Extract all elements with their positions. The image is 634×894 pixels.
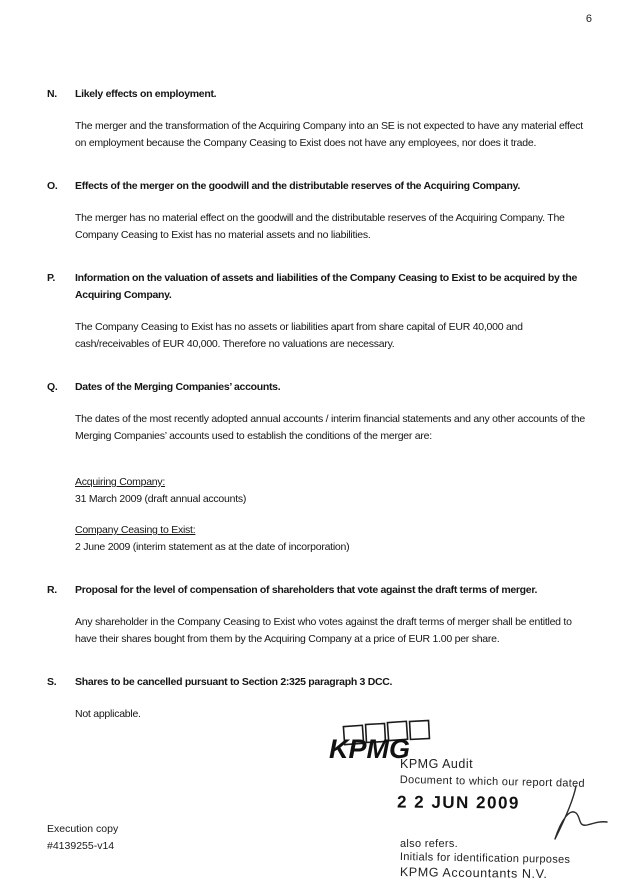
- section-s: [47, 674, 592, 723]
- section-title: Information on the valuation of assets and liabilities of the Company Ceasing to Exist to be acquired by the Acquiring Company.: [75, 272, 578, 301]
- paragraph: The dates of the most recently adopted annual accounts / interim financial statements and any other accounts of the Merging Companies’ accounts used to establish the conditions of the merger are:: [75, 413, 585, 442]
- footer: [47, 821, 118, 855]
- paragraph: The Company Ceasing to Exist has no assets or liabilities apart from share capital of EUR 40,000 and cash/receivables of EUR 40,000. Therefore no valuations are necessary.: [75, 321, 523, 350]
- subitem-text: 2 June 2009 (interim statement as at the date of incorporation): [75, 541, 350, 553]
- section-heading: [47, 86, 592, 103]
- section-heading: [47, 582, 592, 599]
- section-title: Shares to be cancelled pursuant to Section 2:325 paragraph 3 DCC.: [75, 676, 393, 688]
- stamp-date: 2 2 JUN 2009: [396, 792, 520, 813]
- section-body: [75, 614, 592, 648]
- accounts-item-acquiring-company: [75, 474, 592, 508]
- footer-document-ref: #4139255-v14: [47, 840, 115, 852]
- paragraph: The merger and the transformation of the Acquiring Company into an SE is not expected to have any material effect on employment because the Company Ceasing to Exist does not have any employees, nor does it trade.: [75, 120, 583, 149]
- subitem-text: 31 March 2009 (draft annual accounts): [75, 493, 247, 505]
- section-body: [75, 319, 592, 353]
- footer-copy-label: Execution copy: [47, 823, 119, 835]
- section-label: N.: [47, 88, 57, 100]
- accounts-item-company-ceasing: [75, 522, 592, 556]
- stamp-firm-line: KPMG Accountants N.V.: [399, 865, 548, 882]
- section-body: [75, 411, 592, 445]
- subitem-title: Company Ceasing to Exist:: [75, 524, 196, 536]
- section-title: Likely effects on employment.: [75, 88, 217, 100]
- section-heading: [47, 379, 592, 396]
- page-number: 6: [585, 13, 592, 25]
- svg-text:KPMG: KPMG: [329, 734, 410, 764]
- section-body: [75, 118, 592, 152]
- stamp-audit-line: KPMG Audit: [400, 757, 474, 771]
- section-heading: [47, 674, 592, 691]
- section-label: S.: [47, 676, 57, 688]
- section-heading: [47, 178, 592, 195]
- section-title: Proposal for the level of compensation of shareholders that vote against the draft terms of merger.: [75, 584, 538, 596]
- paragraph: The merger has no material effect on the goodwill and the distributable reserves of the Acquiring Company. The Company Ceasing to Exist has no material assets and no liabilities.: [75, 212, 565, 241]
- stamp-document-line: Document to which our report dated: [399, 774, 586, 790]
- stamp-initials-line: Initials for identification purposes: [399, 851, 571, 866]
- section-title: Dates of the Merging Companies’ accounts.: [75, 381, 281, 393]
- section-label: P.: [47, 272, 55, 284]
- section-title: Effects of the merger on the goodwill and the distributable reserves of the Acquiring Company.: [75, 180, 520, 192]
- document-body: [47, 86, 592, 749]
- stamp-refers-line: also refers.: [400, 838, 459, 850]
- section-n: [47, 86, 592, 152]
- section-p: [47, 270, 592, 353]
- section-o: [47, 178, 592, 244]
- section-label: R.: [47, 584, 57, 596]
- paragraph: Any shareholder in the Company Ceasing to Exist who votes against the draft terms of merger shall be entitled to have their shares bought from them by the Acquiring Company at a price of EUR 1.00 per share.: [75, 616, 572, 645]
- section-q: [47, 379, 592, 556]
- section-label: Q.: [47, 381, 58, 393]
- subitem-title: Acquiring Company:: [75, 476, 166, 488]
- section-label: O.: [47, 180, 58, 192]
- handwritten-initials: [540, 783, 610, 843]
- section-r: [47, 582, 592, 648]
- section-heading: [47, 270, 592, 304]
- paragraph: Not applicable.: [75, 708, 141, 720]
- section-body: [75, 210, 592, 244]
